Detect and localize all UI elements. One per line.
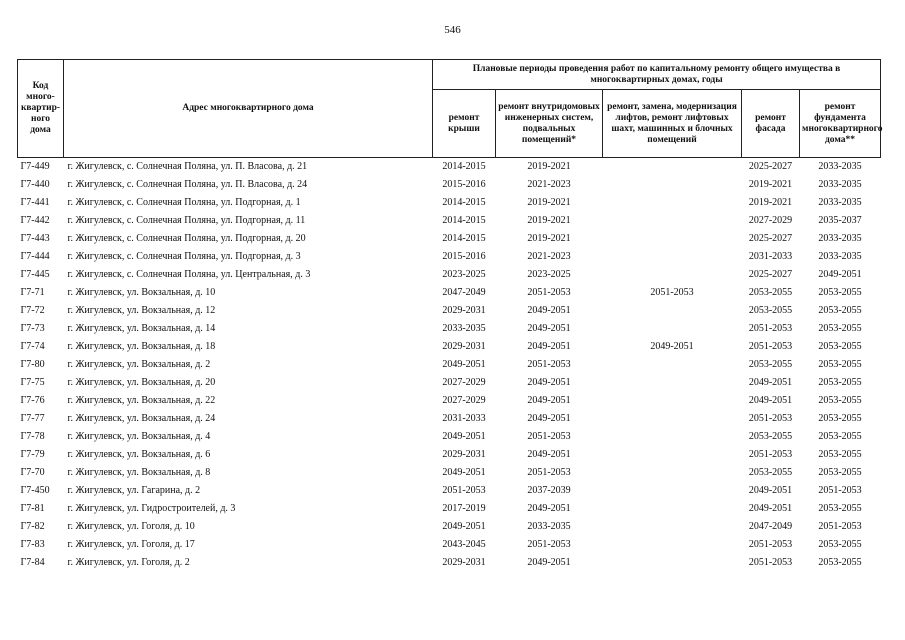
row-code: Г7-71 [20,287,45,298]
table-row [18,518,881,536]
row-foundation-period: 2053-2055 [818,377,862,388]
row-foundation-period: 2051-2053 [818,485,862,496]
row-facade-period: 2051-2053 [748,413,793,424]
row-roof-period: 2015-2016 [442,179,486,190]
row-elevators-period [603,158,742,177]
row-address: г. Жигулевск, ул. Вокзальная, д. 12 [67,305,216,316]
row-code: Г7-75 [20,377,45,388]
row-foundation-period: 2033-2035 [818,179,862,190]
repair-schedule-table [17,59,881,572]
row-foundation-period: 2053-2055 [818,503,862,514]
header-engineering: ремонт внутридомовых инженерных систем, подвальных помещений* [496,90,603,158]
table-row [18,230,881,248]
row-address: г. Жигулевск, с. Солнечная Поляна, ул. Подгорная, д. 20 [67,233,306,244]
row-code: Г7-73 [20,323,45,334]
table-row [18,266,881,284]
row-roof-period: 2015-2016 [442,251,486,262]
row-engineering-period: 2051-2053 [527,359,571,370]
row-address: г. Жигулевск, с. Солнечная Поляна, ул. П. Власова, д. 24 [67,179,308,190]
row-foundation-period: 2053-2055 [818,467,862,478]
table-row [18,176,881,194]
row-engineering-period: 2049-2051 [527,341,571,352]
row-address: г. Жигулевск, ул. Гидростроителей, д. 3 [67,503,236,514]
table-row [18,464,881,482]
row-engineering-period: 2051-2053 [527,539,571,550]
row-foundation-period: 2053-2055 [818,359,862,370]
row-roof-period: 2023-2025 [442,269,486,280]
row-code: Г7-74 [20,341,45,352]
row-code: Г7-70 [20,467,45,478]
row-address: г. Жигулевск, ул. Гоголя, д. 2 [67,557,190,568]
row-roof-period: 2029-2031 [442,341,486,352]
row-code: Г7-80 [20,359,45,370]
row-facade-period: 2053-2055 [748,359,793,370]
row-roof-period: 2014-2015 [442,197,486,208]
row-address: г. Жигулевск, ул. Гоголя, д. 10 [67,521,195,532]
row-facade-period: 2025-2027 [748,233,793,244]
table-row [18,284,881,302]
row-roof-period: 2047-2049 [442,287,486,298]
row-facade-period: 2049-2051 [748,503,793,514]
row-elevators-period: 2049-2051 [650,341,694,352]
row-engineering-period: 2051-2053 [527,467,571,478]
row-address: г. Жигулевск, с. Солнечная Поляна, ул. Подгорная, д. 1 [67,197,301,208]
row-elevators-period [603,356,742,374]
row-address: г. Жигулевск, ул. Вокзальная, д. 14 [67,323,216,334]
row-elevators-period [603,266,742,284]
row-engineering-period: 2049-2051 [527,503,571,514]
row-code: Г7-442 [20,215,50,226]
row-engineering-period: 2019-2021 [527,233,571,244]
row-code: Г7-77 [20,413,45,424]
row-engineering-period: 2049-2051 [527,323,571,334]
header-foundation: ремонт фундамента многоквартирного дома** [800,90,881,158]
table-row [18,482,881,500]
row-roof-period: 2049-2051 [442,521,486,532]
row-facade-period: 2019-2021 [748,179,793,190]
table-row [18,446,881,464]
row-foundation-period: 2053-2055 [818,539,862,550]
row-facade-period: 2031-2033 [748,251,793,262]
row-elevators-period [603,248,742,266]
row-code: Г7-76 [20,395,45,406]
header-code: Код много-квартир-ного дома [18,60,64,158]
row-foundation-period: 2035-2037 [818,215,862,226]
row-foundation-period: 2033-2035 [818,161,862,172]
row-address: г. Жигулевск, ул. Вокзальная, д. 6 [67,449,211,460]
header-address: Адрес многоквартирного дома [64,60,433,158]
row-engineering-period: 2051-2053 [527,431,571,442]
row-facade-period: 2053-2055 [748,305,793,316]
row-engineering-period: 2049-2051 [527,557,571,568]
table-row [18,302,881,320]
row-facade-period: 2049-2051 [748,485,793,496]
row-facade-period: 2025-2027 [748,269,793,280]
row-roof-period: 2049-2051 [442,467,486,478]
row-elevators-period [603,212,742,230]
row-address: г. Жигулевск, ул. Вокзальная, д. 10 [67,287,216,298]
row-elevators-period [603,554,742,572]
row-engineering-period: 2021-2023 [527,179,571,190]
row-roof-period: 2027-2029 [442,395,486,406]
row-foundation-period: 2033-2035 [818,251,862,262]
table-row [18,338,881,356]
row-code: Г7-79 [20,449,45,460]
row-address: г. Жигулевск, ул. Гоголя, д. 17 [67,539,195,550]
row-facade-period: 2051-2053 [748,341,793,352]
row-foundation-period: 2053-2055 [818,449,862,460]
row-facade-period: 2047-2049 [748,521,793,532]
row-foundation-period: 2053-2055 [818,557,862,568]
row-engineering-period: 2019-2021 [527,215,571,226]
row-code: Г7-450 [20,485,50,496]
row-roof-period: 2043-2045 [442,539,486,550]
row-elevators-period [603,374,742,392]
row-address: г. Жигулевск, ул. Вокзальная, д. 8 [67,467,211,478]
row-roof-period: 2049-2051 [442,359,486,370]
row-address: г. Жигулевск, с. Солнечная Поляна, ул. Подгорная, д. 11 [67,215,306,226]
row-code: Г7-441 [20,197,50,208]
row-roof-period: 2017-2019 [442,503,486,514]
row-foundation-period: 2053-2055 [818,341,862,352]
row-code: Г7-84 [20,557,45,568]
row-code: Г7-81 [20,503,45,514]
row-elevators-period [603,428,742,446]
row-foundation-period: 2053-2055 [818,431,862,442]
row-address: г. Жигулевск, ул. Вокзальная, д. 20 [67,377,216,388]
row-foundation-period: 2033-2035 [818,233,862,244]
row-roof-period: 2033-2035 [442,323,486,334]
row-address: г. Жигулевск, ул. Вокзальная, д. 4 [67,431,211,442]
row-roof-period: 2014-2015 [442,215,486,226]
row-engineering-period: 2049-2051 [527,377,571,388]
table-header [18,60,881,158]
row-code: Г7-443 [20,233,50,244]
row-code: Г7-440 [20,179,50,190]
row-address: г. Жигулевск, ул. Вокзальная, д. 22 [67,395,216,406]
row-engineering-period: 2049-2051 [527,395,571,406]
row-roof-period: 2029-2031 [442,449,486,460]
row-foundation-period: 2053-2055 [818,395,862,406]
row-roof-period: 2031-2033 [442,413,486,424]
row-elevators-period [603,410,742,428]
row-roof-period: 2014-2015 [442,233,486,244]
row-code: Г7-82 [20,521,45,532]
header-elevators: ремонт, замена, модернизация лифтов, ремонт лифтовых шахт, машинных и блочных помещений [603,90,742,158]
row-facade-period: 2053-2055 [748,431,793,442]
row-elevators-period [603,464,742,482]
row-foundation-period: 2053-2055 [818,287,862,298]
row-elevators-period [603,194,742,212]
row-engineering-period: 2019-2021 [527,161,571,172]
row-elevators-period [603,536,742,554]
header-roof: ремонт крыши [433,90,496,158]
row-facade-period: 2025-2027 [748,161,793,172]
row-roof-period: 2049-2051 [442,431,486,442]
row-code: Г7-78 [20,431,45,442]
row-address: г. Жигулевск, с. Солнечная Поляна, ул. П. Власова, д. 21 [67,161,308,172]
table-row [18,392,881,410]
table-row [18,410,881,428]
row-engineering-period: 2033-2035 [527,521,571,532]
row-elevators-period [603,482,742,500]
row-roof-period: 2027-2029 [442,377,486,388]
row-elevators-period [603,392,742,410]
row-address: г. Жигулевск, ул. Вокзальная, д. 2 [67,359,211,370]
row-elevators-period [603,518,742,536]
row-engineering-period: 2049-2051 [527,305,571,316]
table-row [18,194,881,212]
row-facade-period: 2051-2053 [748,449,793,460]
row-elevators-period [603,302,742,320]
row-elevators-period [603,230,742,248]
row-elevators-period [603,500,742,518]
row-facade-period: 2051-2053 [748,539,793,550]
row-engineering-period: 2023-2025 [527,269,571,280]
table-row [18,356,881,374]
table-row [18,320,881,338]
row-roof-period: 2014-2015 [442,161,486,172]
row-facade-period: 2051-2053 [748,557,793,568]
row-engineering-period: 2049-2051 [527,413,571,424]
row-code: Г7-72 [20,305,45,316]
row-foundation-period: 2053-2055 [818,323,862,334]
header-facade: ремонт фасада [742,90,800,158]
row-address: г. Жигулевск, ул. Гагарина, д. 2 [67,485,201,496]
row-roof-period: 2029-2031 [442,305,486,316]
row-engineering-period: 2019-2021 [527,197,571,208]
row-address: г. Жигулевск, ул. Вокзальная, д. 18 [67,341,216,352]
table-body [18,158,881,573]
row-facade-period: 2051-2053 [748,323,793,334]
row-facade-period: 2049-2051 [748,377,793,388]
table-row [18,212,881,230]
row-address: г. Жигулевск, с. Солнечная Поляна, ул. Подгорная, д. 3 [67,251,301,262]
row-foundation-period: 2049-2051 [818,269,862,280]
row-facade-period: 2053-2055 [748,287,793,298]
row-code: Г7-83 [20,539,45,550]
row-engineering-period: 2021-2023 [527,251,571,262]
row-facade-period: 2027-2029 [748,215,793,226]
row-roof-period: 2029-2031 [442,557,486,568]
table-row [18,428,881,446]
row-code: Г7-444 [20,251,50,262]
page-number: 546 [444,24,461,36]
row-facade-period: 2049-2051 [748,395,793,406]
row-elevators-period [603,176,742,194]
row-address: г. Жигулевск, ул. Вокзальная, д. 24 [67,413,216,424]
table-row [18,248,881,266]
row-facade-period: 2019-2021 [748,197,793,208]
table-row [18,500,881,518]
table-row [18,536,881,554]
row-elevators-period: 2051-2053 [650,287,694,298]
row-address: г. Жигулевск, с. Солнечная Поляна, ул. Центральная, д. 3 [67,269,311,280]
row-code: Г7-445 [20,269,50,280]
table-row [18,158,881,177]
row-engineering-period: 2049-2051 [527,449,571,460]
row-foundation-period: 2053-2055 [818,305,862,316]
header-periods-group: Плановые периоды проведения работ по капитальному ремонту общего имущества в многоквартирных домах, годы [433,60,881,90]
table-row [18,554,881,572]
row-foundation-period: 2033-2035 [818,197,862,208]
row-foundation-period: 2051-2053 [818,521,862,532]
row-engineering-period: 2037-2039 [527,485,571,496]
row-code: Г7-449 [20,161,50,172]
row-elevators-period [603,320,742,338]
row-engineering-period: 2051-2053 [527,287,571,298]
row-elevators-period [603,446,742,464]
row-foundation-period: 2053-2055 [818,413,862,424]
row-roof-period: 2051-2053 [442,485,486,496]
table-row [18,374,881,392]
row-facade-period: 2053-2055 [748,467,793,478]
